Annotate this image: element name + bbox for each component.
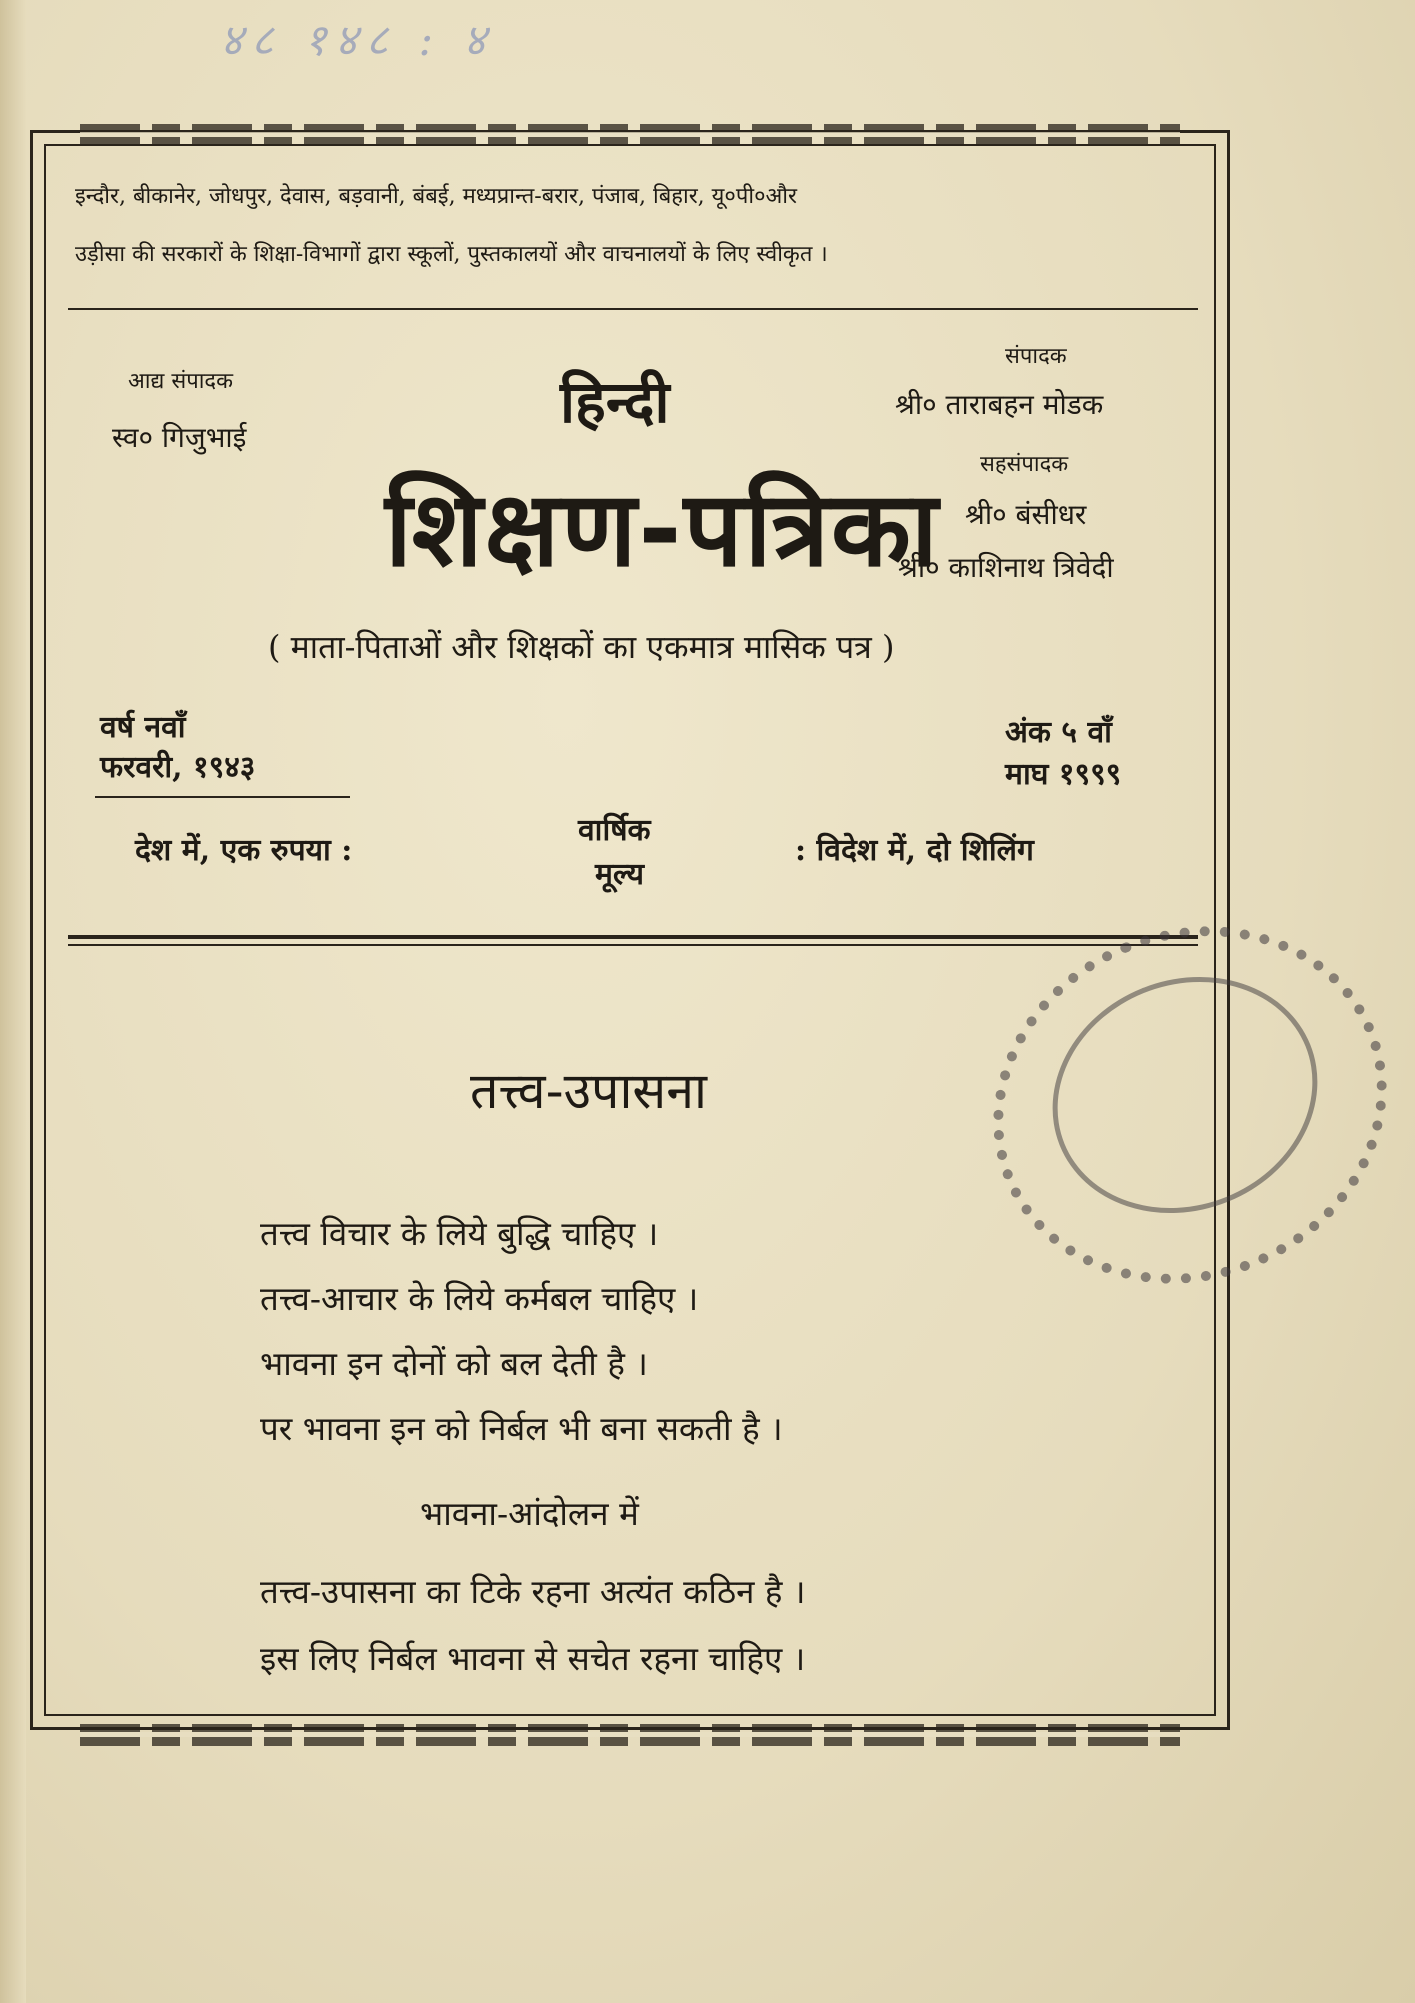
masthead-title: शिक्षण-पत्रिका	[385, 468, 940, 590]
poem-title: तत्त्व-उपासना	[470, 1062, 707, 1120]
divider-top	[68, 308, 1198, 310]
divider-main-2	[68, 944, 1198, 946]
poem-line-2: तत्त्व-आचार के लिये कर्मबल चाहिए ।	[260, 1279, 699, 1318]
founder-name: स्व० गिजुभाई	[112, 421, 247, 454]
editor-label: संपादक	[1005, 344, 1067, 369]
issue-year: वर्ष नवाँ	[100, 710, 186, 745]
poem-line-6: तत्त्व-उपासना का टिके रहना अत्यंत कठिन है ।	[260, 1572, 806, 1611]
coeditor-label: सहसंपादक	[980, 452, 1069, 477]
editor-name: श्री० ताराबहन मोडक	[895, 388, 1104, 421]
coeditor-name-1: श्री० बंसीधर	[965, 498, 1087, 531]
price-label-line-1: वार्षिक	[578, 813, 651, 848]
pencil-note: ४८ १४८ : ४	[220, 15, 495, 66]
decorative-border-bottom	[80, 1724, 1180, 1746]
poem-line-5: भावना-आंदोलन में	[420, 1494, 639, 1533]
divider-main-1	[68, 935, 1198, 939]
masthead-hindi: हिन्दी	[560, 368, 670, 436]
masthead-subtitle: ( माता-पिताओं और शिक्षकों का एकमात्र मासिक पत्र )	[268, 628, 895, 666]
price-label-line-2: मूल्य	[595, 857, 645, 892]
poem-line-7: इस लिए निर्बल भावना से सचेत रहना चाहिए ।	[260, 1639, 806, 1678]
issue-month: माघ १९९९	[1005, 757, 1122, 792]
poem-line-1: तत्त्व विचार के लिये बुद्धि चाहिए ।	[260, 1214, 659, 1253]
decorative-border-top	[80, 124, 1180, 146]
issue-number: अंक ५ वाँ	[1005, 715, 1112, 750]
issue-date: फरवरी, १९४३	[100, 750, 256, 785]
poem-line-3: भावना इन दोनों को बल देती है ।	[260, 1344, 648, 1383]
poem-line-4: पर भावना इन को निर्बल भी बना सकती है ।	[260, 1409, 783, 1448]
divider-issue	[95, 796, 350, 798]
approval-line-2: उड़ीसा की सरकारों के शिक्षा-विभागों द्वारा स्कूलों, पुस्तकालयों और वाचनालयों के लिए स्वीकृत ।	[75, 242, 828, 267]
coeditor-name-2: श्री० काशिनाथ त्रिवेदी	[898, 551, 1114, 584]
founder-label: आद्य संपादक	[128, 369, 233, 394]
price-domestic: देश में, एक रुपया :	[135, 833, 353, 868]
binding-edge	[0, 0, 26, 2003]
price-foreign: : विदेश में, दो शिलिंग	[795, 833, 1034, 868]
approval-line-1: इन्दौर, बीकानेर, जोधपुर, देवास, बड़वानी, बंबई, मध्यप्रान्त-बरार, पंजाब, बिहार, यू०पी०और	[75, 184, 798, 209]
